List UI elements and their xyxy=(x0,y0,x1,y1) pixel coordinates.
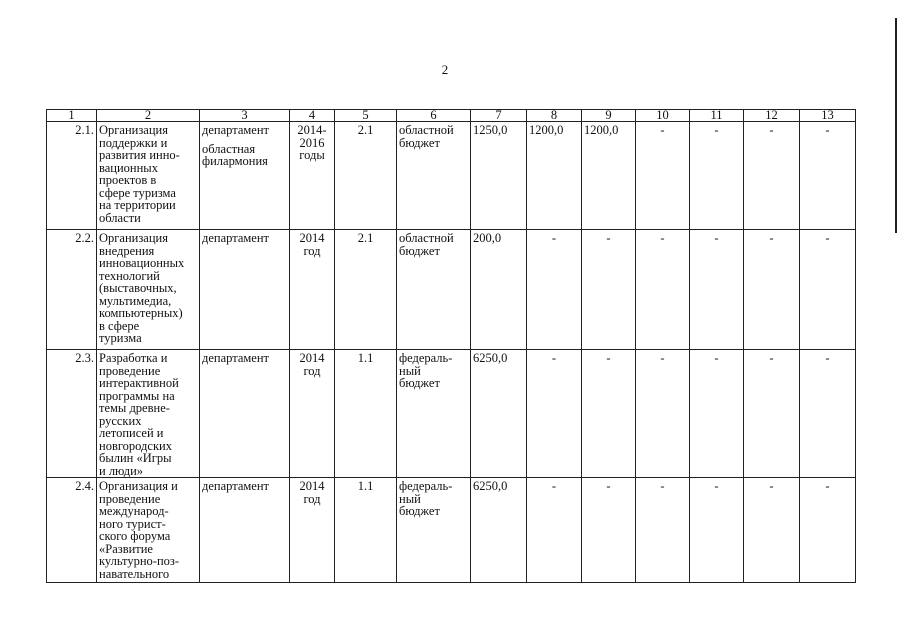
task-number: 2.1 xyxy=(335,122,397,230)
value-cell: - xyxy=(800,122,856,230)
column-header: 5 xyxy=(335,110,397,122)
column-header: 8 xyxy=(527,110,582,122)
row-number: 2.1. xyxy=(47,122,97,230)
value-cell: - xyxy=(690,478,744,583)
row-number: 2.2. xyxy=(47,230,97,350)
value-cell: - xyxy=(582,478,636,583)
activity-name: Организация внедрения инновационных технологий (выставочных, мультимедиа, компьютерных) в сфере туризма xyxy=(97,230,200,350)
activity-name: Организация и проведение международ- ного турист- ского форума «Развитие культурно-поз- навательного xyxy=(97,478,200,583)
funding-source: областной бюджет xyxy=(397,122,471,230)
value-cell: 1200,0 xyxy=(527,122,582,230)
value-cell: - xyxy=(744,350,800,478)
value-cell: - xyxy=(744,122,800,230)
value-cell: 200,0 xyxy=(471,230,527,350)
column-header: 3 xyxy=(200,110,290,122)
column-header: 4 xyxy=(290,110,335,122)
value-cell: - xyxy=(690,350,744,478)
funding-source: федераль- ный бюджет xyxy=(397,478,471,583)
task-number: 1.1 xyxy=(335,478,397,583)
funding-source: федераль- ный бюджет xyxy=(397,350,471,478)
value-cell: 1250,0 xyxy=(471,122,527,230)
value-cell: - xyxy=(744,478,800,583)
column-header: 1 xyxy=(47,110,97,122)
page-number: 2 xyxy=(441,62,449,77)
table-row xyxy=(47,350,856,478)
value-cell: - xyxy=(636,230,690,350)
row-number: 2.3. xyxy=(47,350,97,478)
executor: департамент xyxy=(200,350,290,478)
column-header: 2 xyxy=(97,110,200,122)
table-row xyxy=(47,478,856,583)
value-cell: 6250,0 xyxy=(471,478,527,583)
value-cell: - xyxy=(582,230,636,350)
value-cell: - xyxy=(527,230,582,350)
value-cell: 1200,0 xyxy=(582,122,636,230)
executor: департамент областная филармония xyxy=(200,122,290,230)
row-number: 2.4. xyxy=(47,478,97,583)
value-cell: - xyxy=(690,230,744,350)
period: 2014 год xyxy=(290,478,335,583)
column-number-row xyxy=(47,110,856,122)
value-cell: - xyxy=(690,122,744,230)
task-number: 2.1 xyxy=(335,230,397,350)
funding-source: областной бюджет xyxy=(397,230,471,350)
value-cell: - xyxy=(527,350,582,478)
executor: департамент xyxy=(200,230,290,350)
activity-name: Организация поддержки и развития инно- вационных проектов в сфере туризма на территории области xyxy=(97,122,200,230)
value-cell: - xyxy=(744,230,800,350)
program-table xyxy=(46,109,856,583)
column-header: 11 xyxy=(690,110,744,122)
column-header: 13 xyxy=(800,110,856,122)
period: 2014 год xyxy=(290,350,335,478)
column-header: 7 xyxy=(471,110,527,122)
period: 2014 год xyxy=(290,230,335,350)
activity-name: Разработка и проведение интерактивной программы на темы древне- русских летописей и новгородских былин «Игры и люди» xyxy=(97,350,200,478)
value-cell: - xyxy=(800,478,856,583)
table-row xyxy=(47,230,856,350)
column-header: 6 xyxy=(397,110,471,122)
value-cell: - xyxy=(636,478,690,583)
page-edge-line xyxy=(895,18,897,233)
value-cell: - xyxy=(800,230,856,350)
value-cell: - xyxy=(582,350,636,478)
column-header: 9 xyxy=(582,110,636,122)
value-cell: - xyxy=(636,122,690,230)
value-cell: - xyxy=(527,478,582,583)
period: 2014- 2016 годы xyxy=(290,122,335,230)
executor: департамент xyxy=(200,478,290,583)
column-header: 12 xyxy=(744,110,800,122)
table-row xyxy=(47,122,856,230)
column-header: 10 xyxy=(636,110,690,122)
task-number: 1.1 xyxy=(335,350,397,478)
value-cell: - xyxy=(636,350,690,478)
value-cell: - xyxy=(800,350,856,478)
value-cell: 6250,0 xyxy=(471,350,527,478)
